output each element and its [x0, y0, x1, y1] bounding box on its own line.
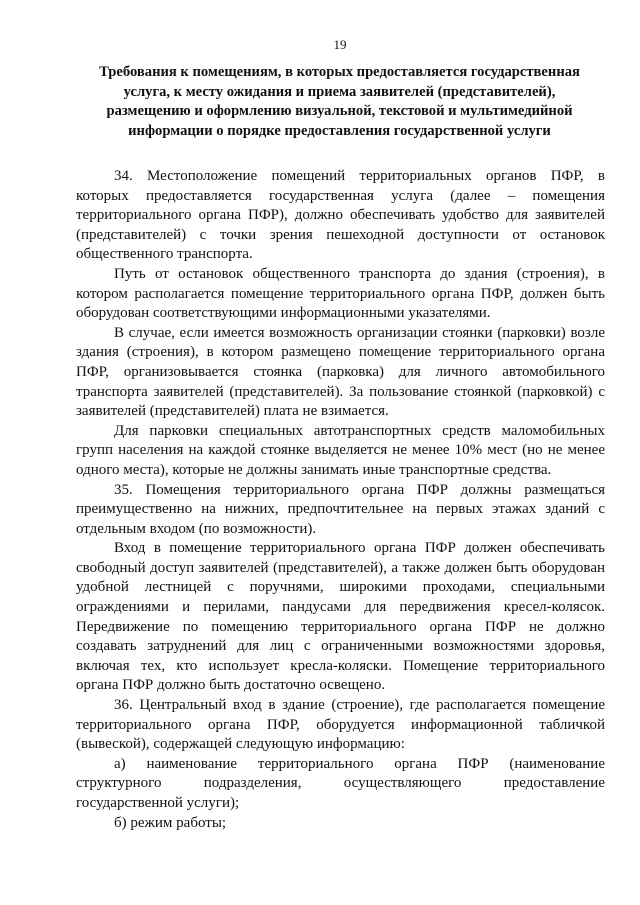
- text-line: свободный доступ заявителей (представителей), а также должен быть оборудован: [76, 559, 605, 576]
- paragraph: [76, 265, 605, 324]
- text-line: включая тех, кто использует кресла-коляски. Помещение территориального: [76, 657, 605, 674]
- text-line: 34. Местоположение помещений территориальных органов ПФР, в: [114, 168, 605, 184]
- text-line: отдельным входом (по возможности).: [76, 520, 317, 537]
- paragraph: [76, 755, 605, 814]
- paragraph: [76, 167, 605, 265]
- text-line: 36. Центральный вход в здание (строение), где располагается помещение: [114, 697, 605, 714]
- heading-line: Требования к помещениям, в которых предоставляется государственная: [99, 64, 580, 80]
- text-line: групп населения на каждой стоянке выделяется не менее 10% мест (но не менее: [76, 442, 605, 459]
- text-line: общественного транспорта.: [76, 246, 253, 263]
- text-line: В случае, если имеется возможность организации стоянки (парковки) возле: [114, 324, 605, 341]
- text-line: а) наименование территориального органа ПФР (наименование: [114, 755, 605, 772]
- text-line: удобной лестницей с поручнями, широкими проходами, специальными: [76, 579, 605, 596]
- text-line: (представителей) с точки зрения пешеходной доступности от остановок: [76, 226, 605, 243]
- text-line: Путь от остановок общественного транспорта до здания (строения), в: [114, 265, 605, 282]
- text-line: одного места), которые не должны занимать иные транспортные средства.: [76, 461, 552, 478]
- text-line: территориального органа ПФР, оборудуется информационной табличкой: [76, 716, 605, 733]
- heading-line: информации о порядке предоставления государственной услуги: [128, 122, 551, 139]
- text-line: структурного подразделения, осуществляющего предоставление: [76, 775, 605, 792]
- text-line: Для парковки специальных автотранспортных средств маломобильных: [114, 422, 605, 439]
- section-heading: [72, 63, 607, 141]
- text-line: органа ПФР должно быть достаточно освещено.: [76, 677, 386, 694]
- paragraph: [76, 814, 605, 834]
- text-line: государственной услуги);: [76, 795, 240, 811]
- text-line: которых предоставляется государственная услуга (далее – помещения: [76, 187, 605, 204]
- text-line: транспорта заявителей (представителей). За пользование стоянкой (парковкой) с: [76, 383, 605, 400]
- text-line: ПФР, организовывается стоянка (парковка) для личного автомобильного: [76, 363, 605, 380]
- text-line: здания (строения), в котором размещено помещение территориального органа: [76, 344, 605, 361]
- paragraph: [76, 422, 605, 481]
- text-line: территориального органа ПФР), должно обеспечивать удобство для заявителей: [76, 207, 605, 224]
- text-line: 35. Помещения территориального органа ПФР должны размещаться: [114, 481, 605, 498]
- text-line: заявителей (представителей) плата не взимается.: [76, 403, 389, 420]
- text-line: котором располагается помещение территориального органа ПФР, должен быть: [76, 285, 605, 302]
- page-number: 19: [333, 37, 347, 52]
- text-line: ограждениями и перилами, пандусами для передвижения кресел-колясок.: [76, 599, 605, 616]
- text-line: создавать затруднений для лиц с ограниченными возможностями здоровья,: [76, 638, 605, 655]
- text-line: (вывеской), содержащей следующую информацию:: [76, 736, 405, 753]
- text-line: Передвижение по помещению территориального органа ПФР не должно: [76, 618, 605, 635]
- text-line: Вход в помещение территориального органа ПФР должен обеспечивать: [114, 540, 605, 557]
- heading-line: размещению и оформлению визуальной, текстовой и мультимедийной: [106, 103, 573, 119]
- paragraph: [76, 481, 605, 540]
- paragraph: [76, 539, 605, 696]
- paragraph: [76, 324, 605, 422]
- text-line: б) режим работы;: [114, 814, 227, 831]
- heading-line: услуга, к месту ожидания и приема заявителей (представителей),: [123, 83, 556, 100]
- text-line: оборудован соответствующими информационными указателями.: [76, 305, 491, 322]
- paragraph: [76, 696, 605, 755]
- text-line: преимущественно на нижних, предпочтительнее на первых этажах зданий с: [76, 501, 605, 518]
- body-text: [76, 167, 605, 833]
